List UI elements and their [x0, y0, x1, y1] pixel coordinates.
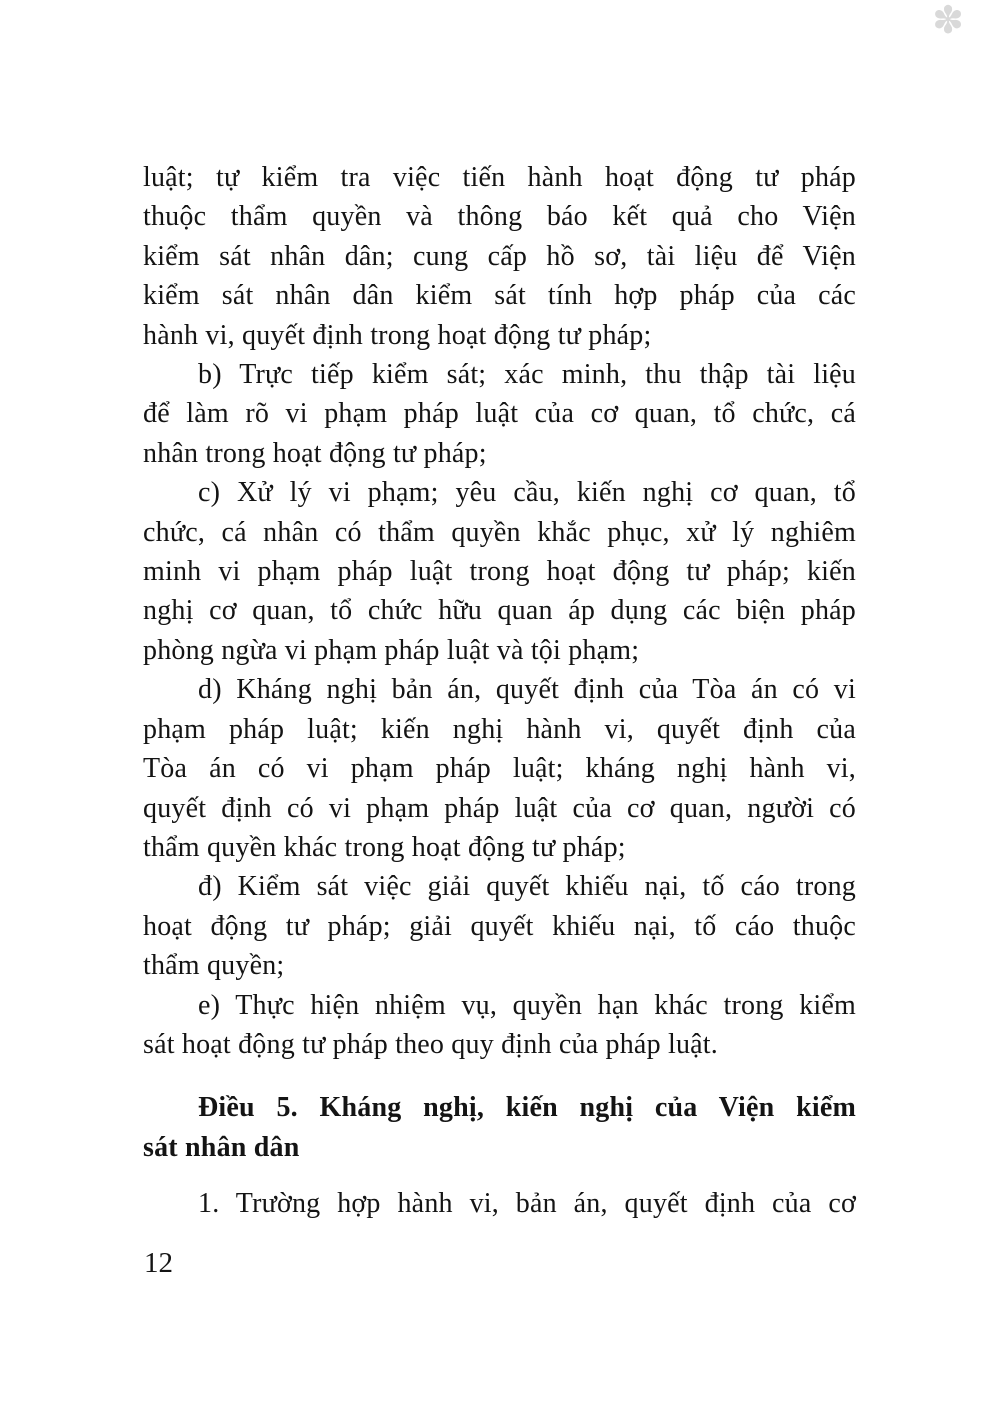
text-line: để làm rõ vi phạm pháp luật của cơ quan, tổ chức, cá: [143, 398, 856, 430]
section-heading: [143, 1088, 856, 1167]
text-line: chức, cá nhân có thẩm quyền khắc phục, xử lý nghiêm: [143, 516, 856, 548]
text-line: phạm pháp luật; kiến nghị hành vi, quyết định của: [143, 713, 856, 745]
text-line: d) Kháng nghị bản án, quyết định của Tòa án có vi: [198, 674, 856, 706]
text-line: 1. Trường hợp hành vi, bản án, quyết định của cơ: [198, 1188, 856, 1220]
paragraph: [143, 355, 856, 473]
text-line: đ) Kiểm sát việc giải quyết khiếu nại, tố cáo trong: [198, 871, 856, 903]
text-line: sát nhân dân: [143, 1131, 300, 1163]
text-line: nhân trong hoạt động tư pháp;: [143, 437, 487, 469]
text-line: kiểm sát nhân dân kiểm sát tính hợp pháp của các: [143, 280, 856, 312]
paragraph: [143, 158, 856, 355]
text-line: hoạt động tư pháp; giải quyết khiếu nại, tố cáo thuộc: [143, 910, 856, 942]
text-line: phòng ngừa vi phạm pháp luật và tội phạm;: [143, 634, 640, 666]
text-line: c) Xử lý vi phạm; yêu cầu, kiến nghị cơ quan, tổ: [198, 477, 856, 509]
paragraph: [143, 1184, 856, 1223]
text-line: thuộc thẩm quyền và thông báo kết quả cho Viện: [143, 201, 856, 233]
text-line: e) Thực hiện nhiệm vụ, quyền hạn khác trong kiểm: [198, 989, 856, 1021]
text-line: sát hoạt động tư pháp theo quy định của pháp luật.: [143, 1028, 718, 1060]
flower-ornament-icon: ✽: [932, 0, 964, 42]
text-line: b) Trực tiếp kiểm sát; xác minh, thu thập tài liệu: [198, 359, 856, 391]
paragraph: [143, 670, 856, 867]
paragraph: [143, 867, 856, 985]
text-line: Tòa án có vi phạm pháp luật; kháng nghị hành vi,: [143, 753, 856, 785]
text-line: Điều 5. Kháng nghị, kiến nghị của Viện kiểm: [198, 1092, 856, 1124]
text-block: [143, 158, 856, 1224]
text-line: luật; tự kiểm tra việc tiến hành hoạt động tư pháp: [143, 162, 856, 193]
page-number: 12: [144, 1247, 173, 1279]
text-line: kiểm sát nhân dân; cung cấp hồ sơ, tài liệu để Viện: [143, 240, 856, 272]
paragraph: [143, 986, 856, 1065]
text-line: minh vi phạm pháp luật trong hoạt động tư pháp; kiến: [143, 556, 856, 588]
paragraph: [143, 473, 856, 670]
text-line: hành vi, quyết định trong hoạt động tư pháp;: [143, 319, 652, 351]
text-line: thẩm quyền khác trong hoạt động tư pháp;: [143, 831, 626, 863]
text-line: nghị cơ quan, tổ chức hữu quan áp dụng các biện pháp: [143, 595, 856, 627]
text-line: quyết định có vi phạm pháp luật của cơ quan, người có: [143, 792, 856, 824]
text-line: thẩm quyền;: [143, 950, 285, 982]
